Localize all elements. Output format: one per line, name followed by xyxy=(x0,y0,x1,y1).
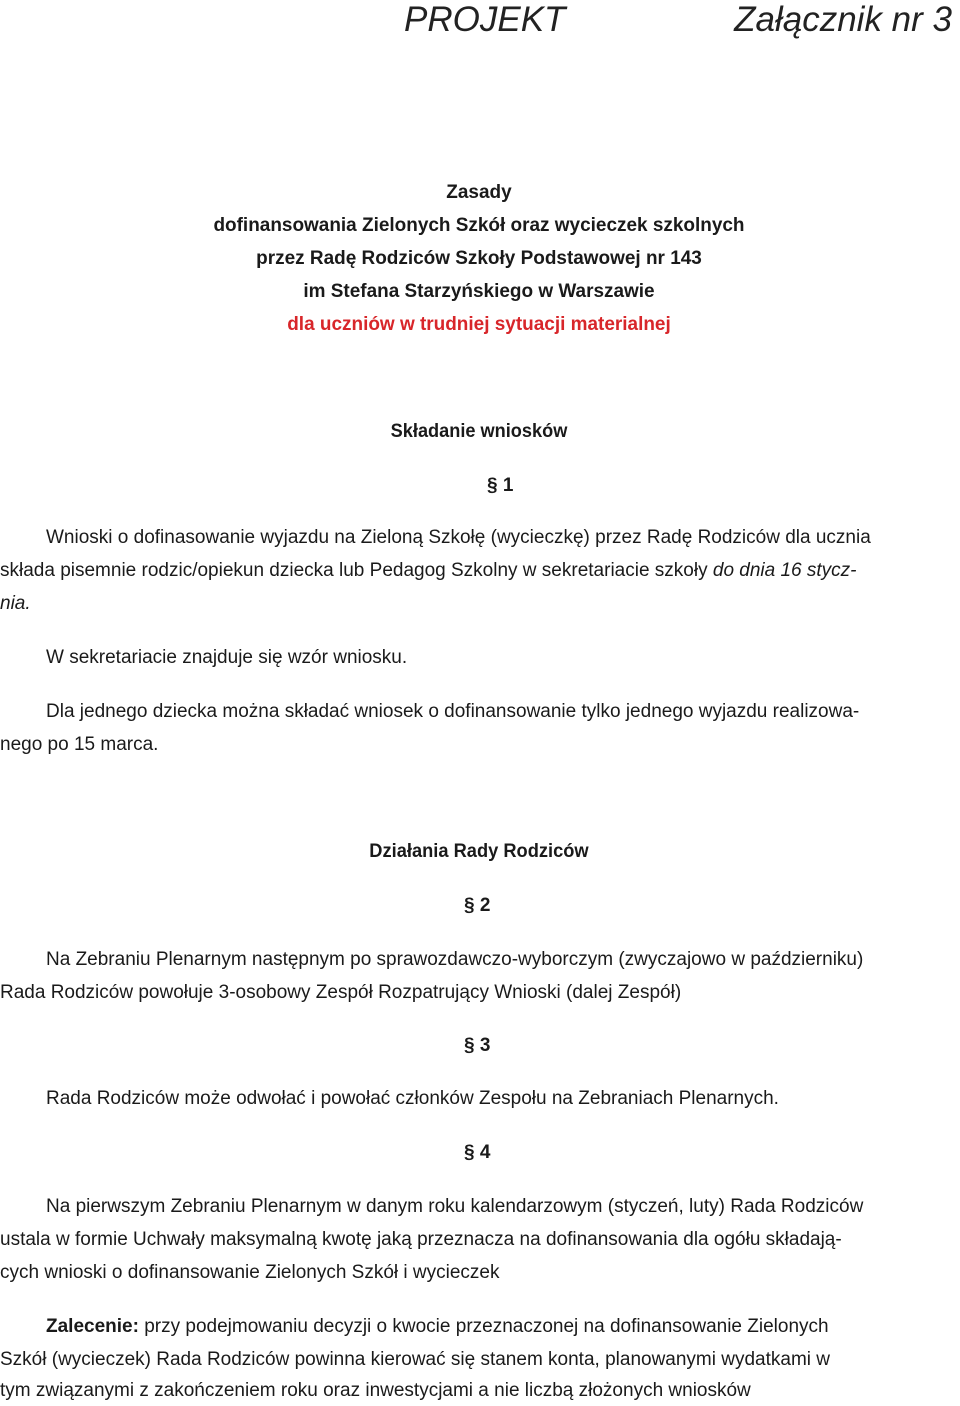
title-line-1: Zasady xyxy=(446,182,512,203)
s2-p4-line-2: ustala w formie Uchwały maksymalną kwotę jaką przeznacza na dofinansowania dla ogółu składają- xyxy=(0,1229,842,1250)
section-heading-actions: Działania Rady Rodziców xyxy=(369,841,589,862)
s2-p4-line-3: cych wnioski o dofinansowanie Zielonych Szkół i wycieczek xyxy=(0,1262,500,1283)
header-projekt: PROJEKT xyxy=(404,0,566,39)
paragraph-mark-3: § 3 xyxy=(464,1035,491,1056)
section-heading-submissions: Składanie wniosków xyxy=(390,421,568,442)
s1-p3-line-1: Dla jednego dziecka można składać wniosek o dofinansowanie tylko jednego wyjazdu realizowa- xyxy=(46,701,860,722)
paragraph-mark-2: § 2 xyxy=(464,895,491,916)
s1-p1-line-3: nia. xyxy=(0,593,31,614)
header-attachment: Załącznik nr 3 xyxy=(734,0,952,39)
s2-p3-line-1: Rada Rodziców może odwołać i powołać członków Zespołu na Zebraniach Plenarnych. xyxy=(46,1088,779,1109)
s1-p1-line-2 xyxy=(0,560,857,582)
recommendation-text-1: przy podejmowaniu decyzji o kwocie przeznaczonej na dofinansowanie Zielonych xyxy=(138,1316,829,1337)
s1-p3-line-2: nego po 15 marca. xyxy=(0,734,159,755)
paragraph-mark-1: § 1 xyxy=(487,475,514,496)
recommendation-line-2: Szkół (wycieczek) Rada Rodziców powinna kierować się stanem konta, planowanymi wydatkami w xyxy=(0,1349,831,1370)
title-line-2: dofinansowania Zielonych Szkół oraz wycieczek szkolnych xyxy=(213,215,745,236)
title-line-5: dla uczniów w trudniej sytuacji materialnej xyxy=(287,314,671,335)
s1-p1-line-1: Wnioski o dofinasowanie wyjazdu na Zieloną Szkołę (wycieczkę) przez Radę Rodziców dla ucznia xyxy=(46,527,871,548)
s2-p4-line-1: Na pierwszym Zebraniu Plenarnym w danym roku kalendarzowym (styczeń, luty) Rada Rodziców xyxy=(46,1196,864,1217)
recommendation-line-1 xyxy=(46,1316,829,1338)
title-line-4: im Stefana Starzyńskiego w Warszawie xyxy=(303,281,655,302)
s1-p1-line-2-text: składa pisemnie rodzic/opiekun dziecka lub Pedagog Szkolny w sekretariacie szkoły xyxy=(0,560,713,581)
title-line-3: przez Radę Rodziców Szkoły Podstawowej nr 143 xyxy=(256,248,702,269)
recommendation-line-3: tym związanymi z zakończeniem roku oraz inwestycjami a nie liczbą złożonych wniosków xyxy=(0,1380,751,1401)
paragraph-mark-4: § 4 xyxy=(464,1142,491,1163)
recommendation-label: Zalecenie: xyxy=(46,1316,139,1337)
s1-p2: W sekretariacie znajduje się wzór wniosku. xyxy=(46,647,408,668)
s1-p1-deadline: do dnia 16 stycz- xyxy=(712,560,857,581)
s2-p2-line-2: Rada Rodziców powołuje 3-osobowy Zespół Rozpatrujący Wnioski (dalej Zespół) xyxy=(0,982,682,1003)
s2-p2-line-1: Na Zebraniu Plenarnym następnym po sprawozdawczo-wyborczym (zwyczajowo w październiku) xyxy=(46,949,864,970)
